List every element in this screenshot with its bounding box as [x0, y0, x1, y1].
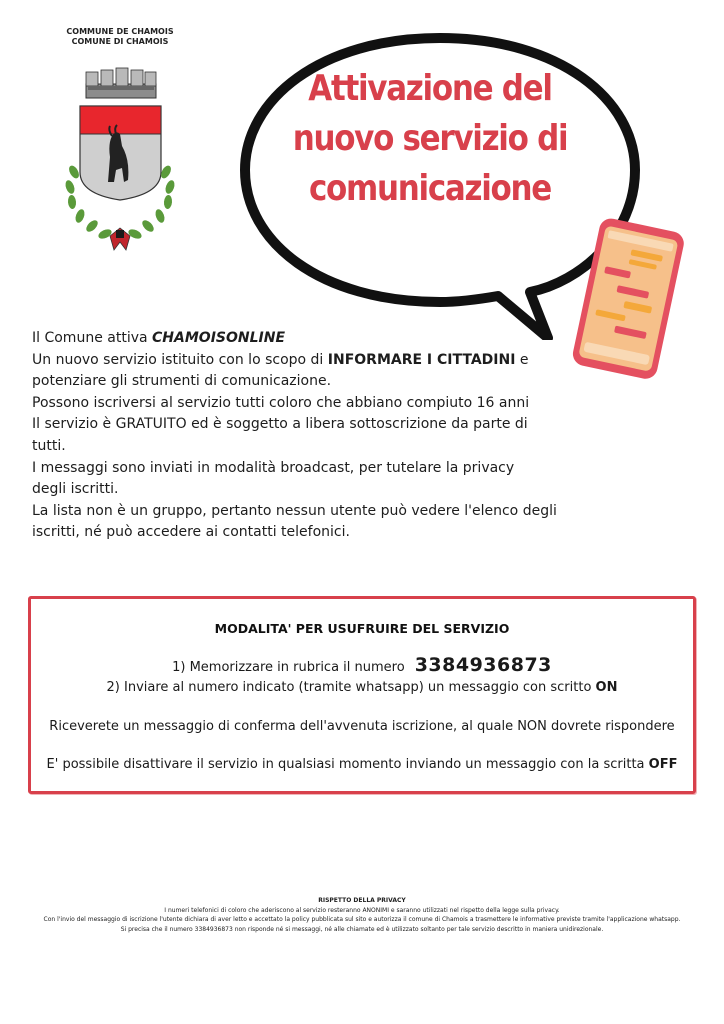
- headline: [288, 64, 572, 214]
- deactivate-text: E' possibile disattivare il servizio in qualsiasi momento inviando un messaggio con la scritta: [46, 757, 649, 772]
- step-1-text: 1) Memorizzare in rubrica il numero: [172, 660, 405, 675]
- privacy-line-2: Con l'invio del messaggio di iscrizione l'utente dichiara di aver letto e accettato la policy pubblicata sul sito e autorizza il comune di Chamois a trasmettere le informative previste tramite l'applicazione whatsapp.: [43, 916, 681, 923]
- municipal-crest: [50, 22, 190, 262]
- intro-p4: Il servizio è GRATUITO ed è soggetto a libera sottoscrizione da parte di tutti.: [32, 416, 528, 454]
- service-brand: CHAMOISONLINE: [152, 330, 286, 346]
- intro-p2: [32, 350, 592, 393]
- keyword-on: ON: [595, 680, 618, 695]
- intro-p1: [32, 328, 592, 350]
- privacy-line-1: I numeri telefonici di coloro che aderiscono al servizio resteranno ANONIMI e saranno utilizzati nel rispetto della legge sulla privacy.: [164, 906, 560, 914]
- step-2-text: 2) Inviare al numero indicato (tramite whatsapp) un messaggio con scritto: [106, 680, 596, 695]
- intro-text: [32, 328, 592, 544]
- headline-line-1: Attivazione del: [308, 68, 552, 109]
- service-box: [28, 596, 696, 794]
- headline-line-3: comunicazione: [308, 168, 551, 209]
- crest-line-1: COMMUNE DE CHAMOIS: [66, 27, 174, 36]
- intro-p6: La lista non è un gruppo, pertanto nessun utente può vedere l'elenco degli iscritti, né può accedere ai contatti telefonici.: [32, 502, 557, 541]
- keyword-off: OFF: [648, 757, 678, 772]
- intro-p2-suffix: e potenziare gli strumenti di comunicazione.: [32, 351, 529, 390]
- confirmation-text: Riceverete un messaggio di conferma dell'avvenuta iscrizione, al quale NON dovrete rispondere: [49, 719, 675, 734]
- privacy-section: [0, 896, 724, 934]
- phone-number: 3384936873: [414, 654, 552, 676]
- intro-p2-prefix: Un nuovo servizio istituito con lo scopo di: [32, 351, 328, 368]
- service-step-2: [31, 680, 693, 695]
- privacy-line-3: Si precisa che il numero 3384936873 non risponde né si messaggi, né alle chiamate ed è utilizzato soltanto per tale servizio descritto in maniera unidirezionale.: [120, 925, 604, 933]
- crest-line-2: COMUNE DI CHAMOIS: [71, 37, 169, 46]
- coat-of-arms-icon: [50, 22, 190, 262]
- intro-p1-prefix: Il Comune attiva: [32, 330, 153, 346]
- intro-p3: Possono iscriversi al servizio tutti coloro che abbiano compiuto 16 anni: [32, 394, 530, 411]
- service-step-1: [31, 654, 693, 676]
- privacy-heading: RISPETTO DELLA PRIVACY: [318, 897, 406, 904]
- intro-p2-emphasis: INFORMARE I CITTADINI: [327, 351, 516, 368]
- headline-line-2: nuovo servizio di: [292, 118, 568, 159]
- intro-p5: I messaggi sono inviati in modalità broadcast, per tutelare la privacy degli iscritti.: [32, 459, 515, 498]
- service-title: MODALITA' PER USUFRUIRE DEL SERVIZIO: [214, 621, 510, 636]
- deactivate-line: [31, 757, 693, 772]
